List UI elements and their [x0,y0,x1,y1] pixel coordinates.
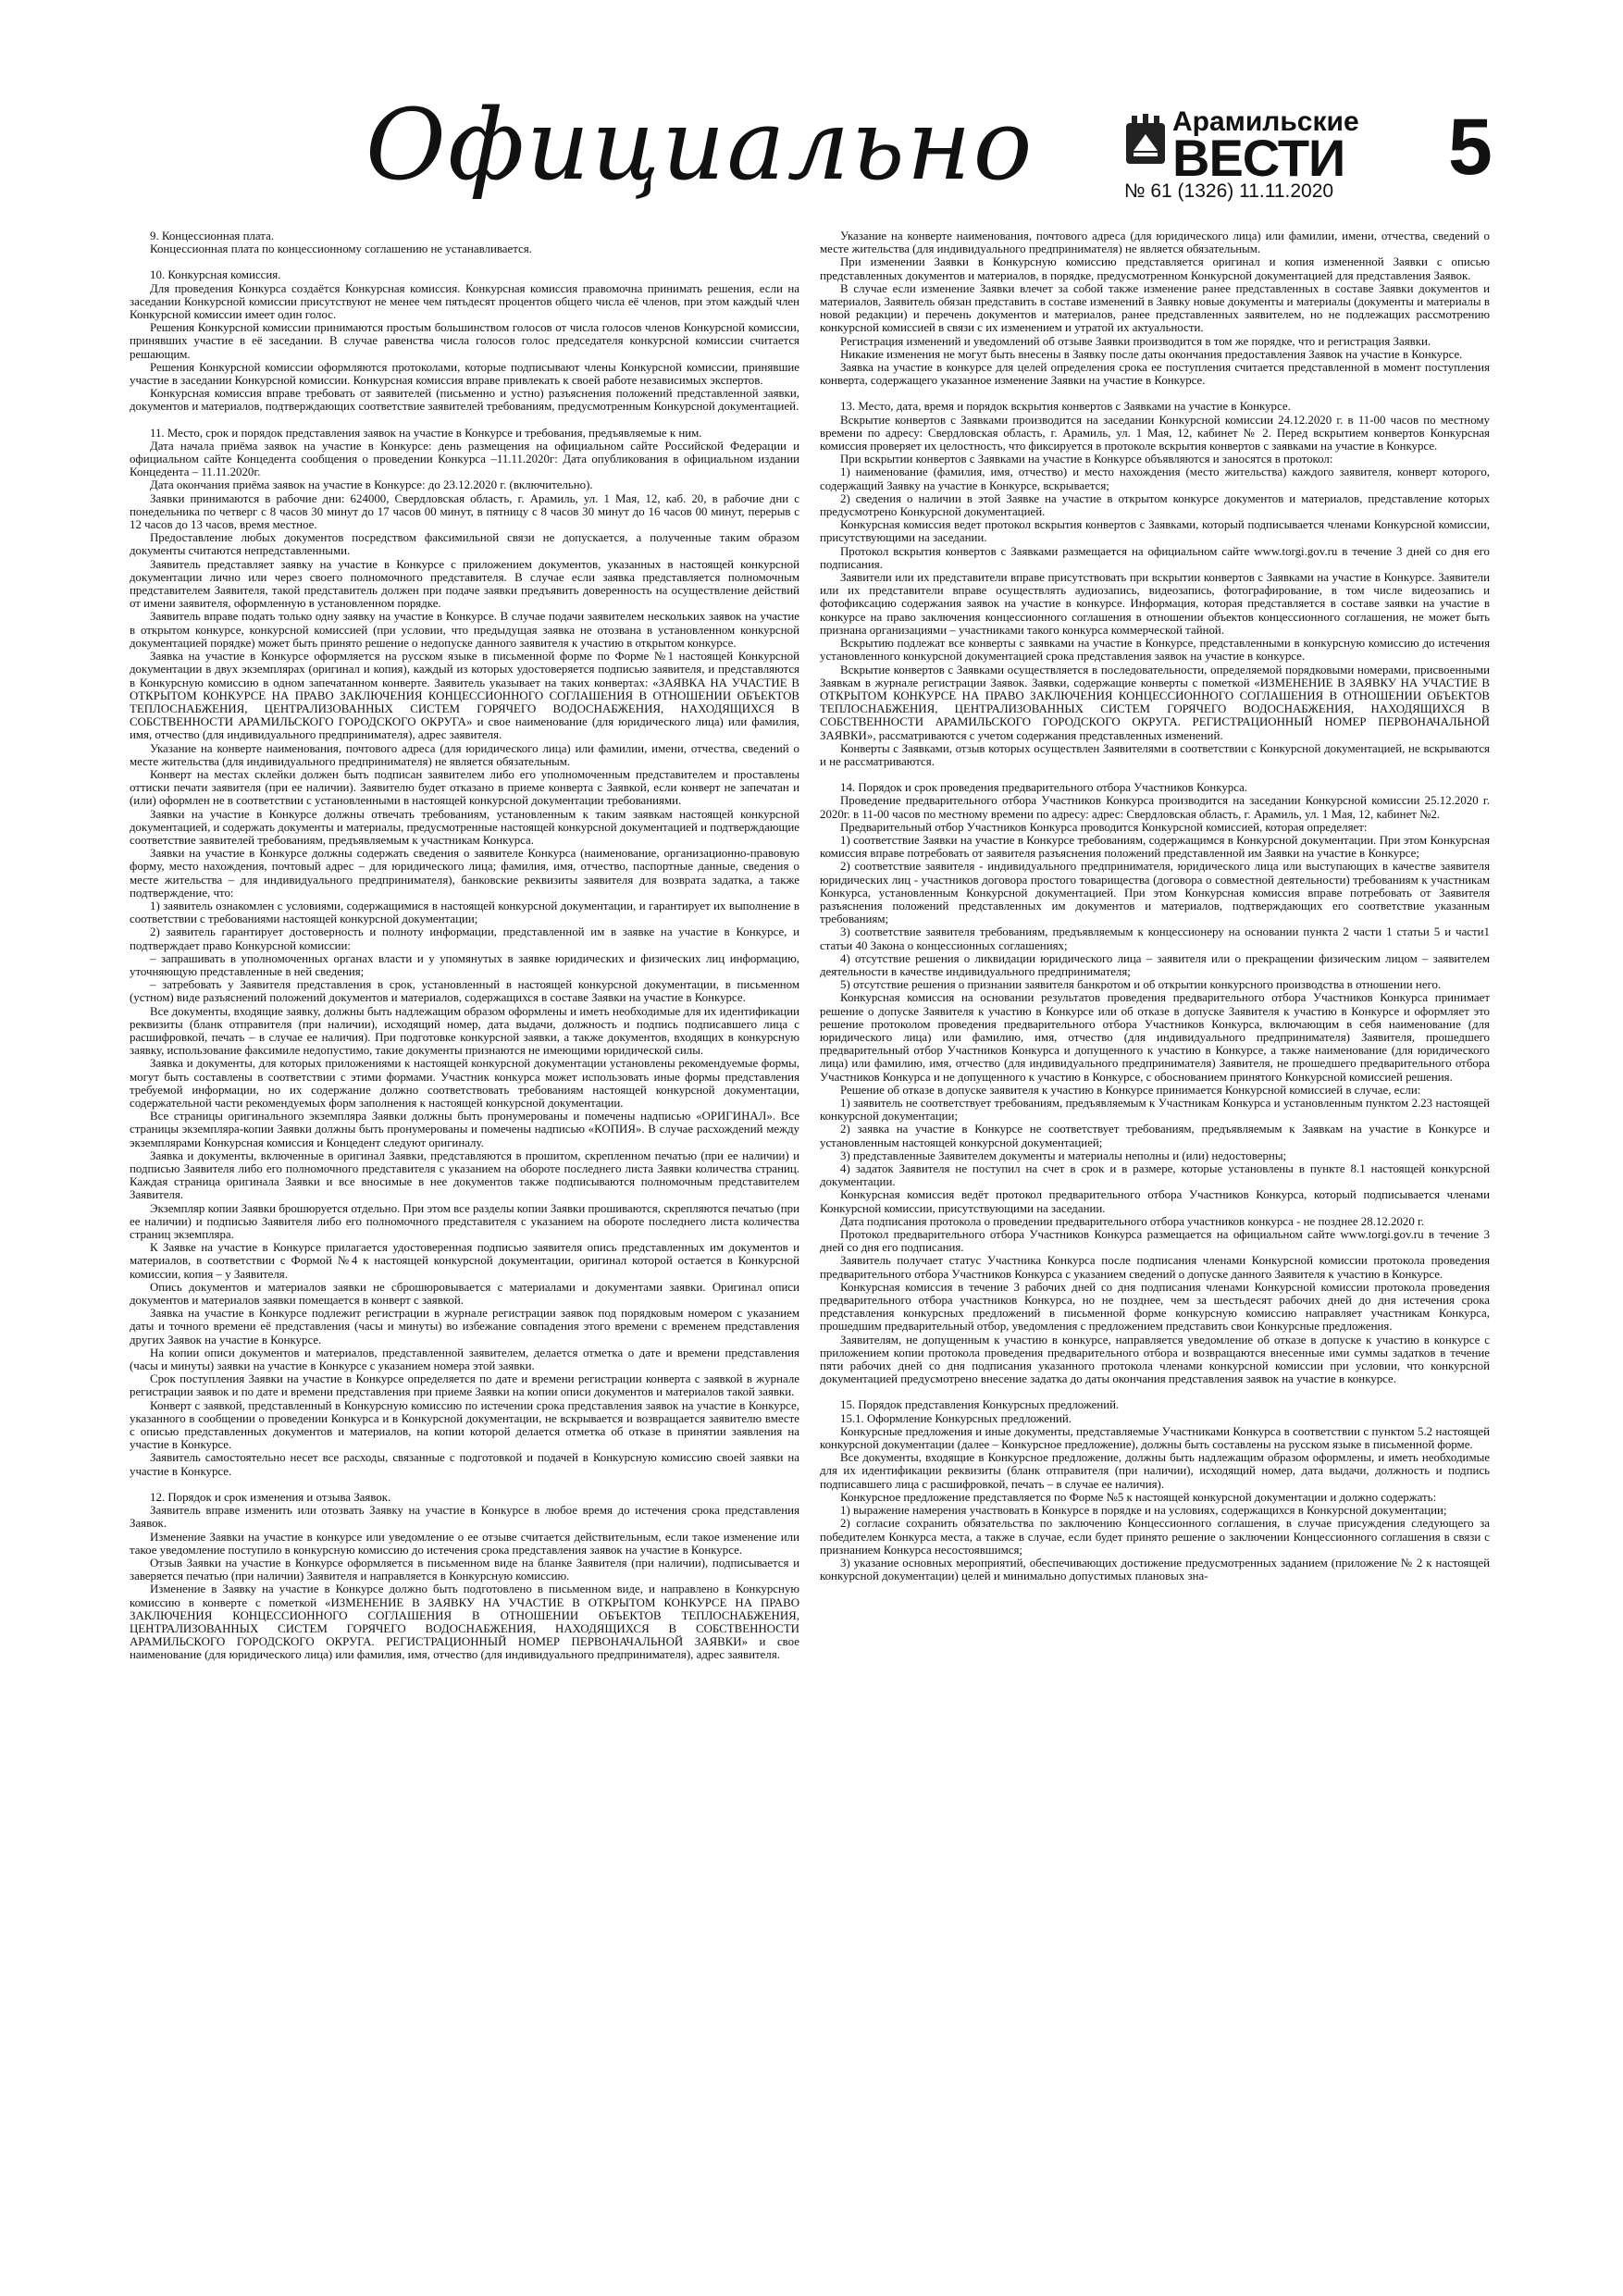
paragraph: В случае если изменение Заявки влечет за собой также изменение ранее представленных в составе Заявки документов и материалов, Заявитель обязан представить в составе изменений в Заявку новые документы и материалы (документы и материалы в новой редакции) и перечень документов и материалов, ранее представленных заявителем, но не подлежащих рассмотрению конкурсной комиссией в связи с их изменением и утратой их актуальности. [820,281,1490,335]
paragraph: 14. Порядок и срок проведения предварительного отбора Участников Конкурса. [840,781,1248,795]
paragraph: 1) заявитель не соответствует требованиям, предъявляемым к Участникам Конкурса и установленным пунктом 2.23 настоящей конкурсной документации; [820,1097,1490,1123]
paragraph: Заявка и документы, для которых приложениями к настоящей конкурсной документации установлены рекомендуемые формы, могут быть составлены в соответствии с этими формами. Участник конкурса может использовать иные формы представления требуемой информации, но их содержание должно соответствовать требованиям настоящей конкурсной документации, содержательной части рекомендуемых форм заполнения к настоящей конкурсной документации. [130,1057,799,1110]
paragraph: Конкурсная комиссия в течение 3 рабочих дней со дня подписания членами Конкурсной комиссии протокола проведения предварительного отбора участников Конкурса, но не позднее, чем за шестьдесят рабочих дней до дня истечения срока представления конкурсных предложений в письменной форме конкурсную комиссию направляет участникам Конкурса, прошедшим предварительный отбор, уведомления с предложением представить свои Конкурсные предложения. [820,1280,1490,1334]
page-header [120,88,1508,217]
paragraph: 1) выражение намерения участвовать в Конкурсе в порядке и на условиях, содержащихся в Конкурсной документации; [840,1504,1447,1518]
paragraph: Решения Конкурсной комиссии принимаются простым большинством голосов от числа голосов членов Конкурсной комиссии, принявших участие в её заседании. В случае равенства числа голосов голос председателя конкурсной комиссии считается решающим. [130,321,799,361]
paragraph: Все документы, входящие заявку, должны быть надлежащим образом оформлены и иметь необходимые для их идентификации реквизиты (бланк отправителя (при наличии), исходящий номер, дата выдачи, должность и подпись подписавшего лица с расшифровкой, печать – в случае ее наличия). При подготовке конкурсной заявки, а также документов, входящих в конкурсную заявку, использование факсимиле недопустимо, такие документы признаются не имеющими юридической силы. [130,1004,799,1058]
paragraph: Отзыв Заявки на участие в Конкурсе оформляется в письменном виде на бланке Заявителя (при наличии), подписывается и заверяется печатью (при наличии) Заявителя и направляется в Конкурсную комиссию. [130,1556,799,1583]
paragraph: 4) задаток Заявителя не поступил на счет в срок и в размере, которые установлены в пункте 8.1 настоящей конкурсной документации. [820,1162,1490,1189]
paragraph: 1) наименование (фамилия, имя, отчество) и место нахождения (место жительства) каждого заявителя, конверт которого, содержащий Заявку на участие в Конкурсе, вскрывается; [820,465,1490,492]
paragraph: Экземпляр копии Заявки брошюруется отдельно. При этом все разделы копии Заявки прошиваются, скрепляются печатью (при ее наличии) и подписью Заявителя либо его полномочного представителя с указанием на обороте последнего листа количества страниц экземпляра. [130,1201,799,1242]
paragraph: Конкурсные предложения и иные документы, представляемые Участниками Конкурса в соответствии с пунктом 5.2 настоящей конкурсной документации (далее – Конкурсное предложение), должны быть составлены на русском языке в письменной форме. [820,1424,1490,1452]
paragraph: 15. Порядок представления Конкурсных предложений. [840,1398,1120,1412]
paragraph: Заявителям, не допущенным к участию в конкурсе, направляется уведомление об отказе в допуске к участию в конкурсе с приложением копии протокола проведения предварительного отбора и возвращаются внесенные ими суммы задатков в течение пяти рабочих дней со дня подписания указанного протокола членами конкурсной комиссии при условии, что конкурсной документацией предусмотрено внесение задатка до даты окончания представления заявок на участие в конкурсе. [820,1333,1490,1386]
paragraph: Конкурсная комиссия вправе требовать от заявителей (письменно и устно) разъяснения положений представленной заявки, документов и материалов, подтверждающих соответствие заявителей требованиям, предусмотренным Конкурсной документацией. [130,387,799,414]
paragraph: Вскрытие конвертов с Заявками производится на заседании Конкурсной комиссии 24.12.2020 г. в 11-00 часов по местному времени по адресу: Свердловская область, г. Арамиль, ул. 1 Мая, 12, кабинет № 2. Перед вскрытием конвертов Конкурсная комиссия проверяет их целостность, что фиксируется в протоколе вскрытия конвертов с заявками на участие в Конкурсе. [820,413,1490,453]
paragraph: Предоставление любых документов посредством факсимильной связи не допускается, а полученные таким образом документы считаются непредставленными. [130,531,799,558]
paragraph: Заявители или их представители вправе присутствовать при вскрытии конвертов с Заявками на участие в Конкурсе. Заявители или их представители вправе осуществлять аудиозапись, видеозапись, фотографирование, в том числе видеозапись и фотофиксацию содержания заявок на участие в конкурсе. Информация, которая представляется в составе заявки на участие в конкурсе на право заключения концессионного соглашения в отношении объектов концессионного соглашения, не может быть признана организациями – участниками такого конкурса коммерческой тайной. [820,571,1490,637]
page-number: 5 [1448,103,1493,192]
paragraph: 2) заявитель гарантирует достоверность и полноту информации, представленной им в заявке на участие в Конкурсе, и подтверждает право Конкурсной комиссии: [130,925,799,952]
paragraph: – затребовать у Заявителя представления в срок, установленный в настоящей конкурсной документации, в письменном (устном) виде разъяснений положений документов и материалов, содержащихся в составе Заявки на участие в Конкурсе. [130,978,799,1005]
paragraph: Дата подписания протокола о проведении предварительного отбора участников конкурса - не позднее 28.12.2020 г. [840,1214,1425,1228]
paragraph: Для проведения Конкурса создаётся Конкурсная комиссия. Конкурсная комиссия правомочна принимать решения, если на заседании Конкурсной комиссии присутствуют не менее чем пятьдесят процентов общего числа её членов, при этом каждый член Конкурсной комиссии имеет один голос. [130,281,799,322]
paragraph: Регистрация изменений и уведомлений об отзыве Заявки производится в том же порядке, что и регистрация Заявки. [840,334,1431,348]
paragraph: Заявитель вправе изменить или отозвать Заявку на участие в Конкурсе в любое время до истечения срока представления Заявок. [130,1504,799,1531]
paragraph: Конкурсная комиссия на основании результатов проведения предварительного отбора Участников Конкурса принимает решение о допуске Заявителя к участию в Конкурсе или об отказе в допуске Заявителя к участию в Конкурсе и оформляет это решение протоколом проведения предварительного отбора Участников Конкурса, включающим в себя наименование (для юридического лица) или фамилию, имя, отчество (для индивидуального предпринимателя) Заявителя, прошедшего предварительный отбор Участников Конкурса и допущенного к участию в Конкурсе, а также наименование (для юридического лица) или фамилию, имя, отчество (для индивидуального предпринимателя) Заявителя, не прошедшего предварительного отбора Участников Конкурса и не допущенного к участию в Конкурсе, с обоснованием принятого Конкурсной комиссией решения. [820,991,1490,1084]
paragraph: 12. Порядок и срок изменения и отзыва Заявок. [150,1490,391,1504]
paragraph: 2) соответствие заявителя - индивидуального предпринимателя, юридического лица или выступающих в качестве заявителя юридических лиц - участников договора простого товарищества (договора о совместной деятельности) требованиям к участникам Конкурса, установленным Конкурсной документацией. При этом Конкурсная комиссия вправе потребовать от Заявителя разъяснения положений представленных им документов и материалов, подтверждающих его соответствие указанным требованиям; [820,860,1490,926]
paragraph: Заявка на участие в Конкурсе оформляется на русском языке в письменной форме по Форме №1 настоящей Конкурсной документации в двух экземплярах (оригинал и копия), каждый из которых удостоверяется подписью заявителя, и представляются в Конкурсную комиссию в одном запечатанном конверте. Заявитель указывает на таких конвертах: «ЗАЯВКА НА УЧАСТИЕ В ОТКРЫТОМ КОНКУРСЕ НА ПРАВО ЗАКЛЮЧЕНИЯ КОНЦЕССИОННОГО СОГЛАШЕНИЯ В ОТНОШЕНИИ ОБЪЕКТОВ ТЕПЛОСНАБЖЕНИЯ, ЦЕНТРАЛИЗОВАННЫХ СИСТЕМ ГОРЯЧЕГО ВОДОСНАБЖЕНИЯ, НАХОДЯЩИХСЯ В СОБСТВЕННОСТИ АРАМИЛЬСКОГО ГОРОДСКОГО ОКРУГА» и свое наименование (для юридического лица) или фамилия, имя, отчество (для индивидуального предпринимателя), адрес заявителя. [130,650,799,742]
paragraph: Конкурсная комиссия ведет протокол вскрытия конвертов с Заявками, который подписывается членами Конкурсной комиссии, присутствующими на заседании. [820,518,1490,545]
paragraph: Заявки на участие в Конкурсе должны содержать сведения о заявителе Конкурса (наименование, организационно-правовую форму, место нахождения, почтовый адрес – для юридического лица; фамилия, имя, отчество, паспортные данные, сведения о месте жительства – для индивидуального предпринимателя), банковские реквизиты заявителя для возврата задатка, а также подтверждение, что: [130,847,799,900]
paragraph: Конкурсная комиссия ведёт протокол предварительного отбора Участников Конкурса, который подписывается членами Конкурсной комиссии, присутствующими на заседании. [820,1188,1490,1215]
paragraph: Проведение предварительного отбора Участников Конкурса производится на заседании Конкурсной комиссии 25.12.2020 г. 2020г. в 11-00 часов по местному времени по адресу: адрес: Свердловская область, г. Арамиль, ул. 1 Мая, 12, кабинет №2. [820,794,1490,821]
paragraph: Вскрытию подлежат все конверты с заявками на участие в Конкурсе, представленными в конкурсную комиссию до истечения установленного конкурсной документацией срока представления заявок на участие в конкурсе. [820,637,1490,664]
paragraph: – запрашивать в уполномоченных органах власти и у упомянутых в заявке юридических и физических лиц информацию, уточняющую представленные в ней сведения; [130,951,799,978]
left-column [130,230,799,1662]
paragraph: Указание на конверте наименования, почтового адреса (для юридического лица) или фамилии, имени, отчества, сведений о месте жительства (для индивидуального предпринимателя) не является обязательным. [130,741,799,768]
paragraph: Никакие изменения не могут быть внесены в Заявку после даты окончания предоставления Заявок на участие в Конкурсе. [840,347,1463,361]
paragraph: Заявка и документы, включенные в оригинал Заявки, представляются в прошитом, скрепленном печатью (при ее наличии) и подписью Заявителя либо его полномочного представителя с указанием на обороте последнего листа Заявки количества страниц. Каждая страница оригинала Заявки и все вносимые в нее документов также подписываются полномочным представителем Заявителя. [130,1148,799,1202]
coat-of-arms-icon [1124,114,1167,166]
paragraph: 3) представленные Заявителем документы и материалы неполны и (или) недостоверны; [840,1148,1287,1162]
paragraph: Конверт с заявкой, представленный в Конкурсную комиссию по истечении срока представления заявок на участие в Конкурсе, указанного в сообщении о проведении Конкурса и в Конкурсной документации, не вскрывается и возвращается заявителю вместе с описью представленных документов и материалов, на копии которой делается отметка об отказе в принятии заявления на участие в Конкурсе. [130,1398,799,1452]
logo-big-text: ВЕСТИ [1172,129,1345,187]
paragraph: Заявка на участие в Конкурсе подлежит регистрации в журнале регистрации заявок под порядковым номером с указанием даты и точного времени её представления (часы и минуты) во избежание совпадения этого времени с временем представления других Заявок на участие в Конкурсе. [130,1307,799,1347]
paragraph: Заявитель вправе подать только одну заявку на участие в Конкурсе. В случае подачи заявителем нескольких заявок на участие в открытом конкурсе, конкурсной комиссией (при условии, что предыдущая заявка не отозвана в установленном конкурсной документацией порядке) может быть принято решение о недопуске данного заявителя к участию в открытом конкурсе. [130,610,799,650]
paragraph: 15.1. Оформление Конкурсных предложений. [840,1411,1072,1425]
paragraph: Предварительный отбор Участников Конкурса проводится Конкурсной комиссией, которая определяет: [840,820,1368,834]
paragraph: 10. Конкурсная комиссия. [150,268,281,282]
paragraph: На копии описи документов и материалов, представленной заявителем, делается отметка о дате и времени представления (часы и минуты) заявки на участие в Конкурсе с указанием номера этой заявки. [130,1346,799,1373]
paragraph: Конверт на местах склейки должен быть подписан заявителем либо его уполномоченным представителем и проставлены оттиски печати заявителя (при ее наличии). Заявителю будет отказано в приеме конверта с Заявкой, если конверт не запечатан и (или) оформлен не в соответствии с установленными в настоящей конкурсной документации требованиями. [130,767,799,808]
paragraph: Заявки на участие в Конкурсе должны отвечать требованиям, установленным к таким заявкам настоящей конкурсной документацией, и содержать документы и материалы, предусмотренные настоящей конкурсной документацией и подтверждающие соответствие заявителей требованиям, предъявляемым к участникам Конкурса. [130,807,799,847]
paragraph: Опись документов и материалов заявки не сброшюровывается с материалами и документами заявки. Оригинал описи документов и материалов заявки помещается в конверт с заявкой. [130,1280,799,1308]
logo-small-text: Арамильские [1172,106,1359,137]
paragraph: 4) отсутствие решения о ликвидации юридического лица – заявителя или о прекращении физическим лицом – заявителем деятельности в качестве индивидуального предпринимателя; [820,951,1490,978]
paragraph: Конкурсное предложение представляется по Форме №5 к настоящей конкурсной документации и должно содержать: [840,1490,1437,1504]
paragraph: Все документы, входящие в Конкурсное предложение, должны быть надлежащим образом оформлены, и иметь необходимые для их идентификации реквизиты (бланк отправителя (при наличии), исходящий номер, дата выдачи, должность и подпись подписавшего лица с расшифровкой, печать – в случае ее наличия). [820,1451,1490,1491]
paragraph: 13. Место, дата, время и порядок вскрытия конвертов с Заявками на участие в Конкурсе. [840,400,1291,414]
paragraph: Изменение Заявки на участие в конкурсе или уведомление о ее отзыве считается действительным, если такое изменение или такое уведомление поступило в конкурсную комиссию до истечения срока представления заявок на участие в Конкурсе. [130,1530,799,1557]
paragraph: Указание на конверте наименования, почтового адреса (для юридического лица) или фамилии, имени, отчества, сведений о месте жительства (для индивидуального предпринимателя) не является обязательным. [820,230,1490,256]
paragraph: Заявитель самостоятельно несет все расходы, связанные с подготовкой и подачей в Конкурсную комиссию своей заявки на участие в Конкурсе. [130,1451,799,1478]
paragraph: Вскрытие конвертов с Заявками осуществляется в последовательности, определяемой порядковыми номерами, присвоенными Заявкам в журнале регистрации Заявок. Заявки, содержащие конверты с пометкой «ИЗМЕНЕНИЕ В ЗАЯВКУ НА УЧАСТИЕ В ОТКРЫТОМ КОНКУРСЕ НА ПРАВО ЗАКЛЮЧЕНИЯ КОНЦЕССИОННОГО СОГЛАШЕНИЯ В ОТНОШЕНИИ ОБЪЕКТОВ ТЕПЛОСНАБЖЕНИЯ, ЦЕНТРАЛИЗОВАННЫХ СИСТЕМ ГОРЯЧЕГО ВОДОСНАБЖЕНИЯ, НАХОДЯЩИХСЯ В СОБСТВЕННОСТИ АРАМИЛЬСКОГО ГОРОДСКОГО ОКРУГА. РЕГИСТРАЦИОННЫЙ НОМЕР ПЕРВОНАЧАЛЬНОЙ ЗАЯВКИ», рассматриваются с учетом содержания представленных изменений. [820,663,1490,742]
paragraph: 11. Место, срок и порядок представления заявок на участие в Конкурсе и требования, предъявляемые к ним. [150,426,702,440]
paragraph: Решение об отказе в допуске заявителя к участию в Конкурсе принимается Конкурсной комиссией в случае, если: [840,1083,1421,1097]
paragraph: 3) соответствие заявителя требованиям, предъявляемым к концессионеру на основании пункта 2 части 1 статьи 5 и части1 статьи 40 Закона о концессионных соглашениях; [820,925,1490,952]
paragraph: 9. Концессионная плата. [150,230,275,242]
right-column [820,230,1490,1582]
paragraph: 2) заявка на участие в Конкурсе не соответствует требованиям, предъявляемым к Заявкам на участие в Конкурсе и установленным настоящей конкурсной документацией; [820,1123,1490,1149]
section-title: Официально [365,88,1035,202]
paragraph: 1) соответствие Заявки на участие в Конкурсе требованиям, содержащимся в Конкурсной документации. При этом Конкурсная комиссия вправе потребовать от заявителя разъяснения положений представленной им Заявки на участие в Конкурсе; [820,833,1490,861]
paragraph: 2) сведения о наличии в этой Заявке на участие в открытом конкурсе документов и материалов, представление которых предусмотрено Конкурсной документацией. [820,491,1490,519]
paragraph: Заявитель представляет заявку на участие в Конкурсе с приложением документов, указанных в настоящей конкурсной документации лично или через своего полномочного представителя. В случае если заявка представляется полномочным представителем Заявителя, такой представитель должен при подаче заявки предъявить доверенность на осуществление действий от имени заявителя, оформленную в установленном порядке. [130,557,799,611]
paragraph: Заявка на участие в конкурсе для целей определения срока ее поступления считается представленной в момент поступления конверта, содержащего указанное изменение Заявки на участие в Конкурсе. [820,361,1490,388]
paragraph: Все страницы оригинального экземпляра Заявки должны быть пронумерованы и помечены надписью «ОРИГИНАЛ». Все страницы экземпляра-копии Заявки должны быть пронумерованы и помечены надписью «КОПИЯ». В случае расхождений между экземплярами Конкурсная комиссия и Концедент следуют оригиналу. [130,1110,799,1149]
paragraph: При изменении Заявки в Конкурсную комиссию представляется оригинал и копия измененной Заявки с описью представленных документов и материалов, в порядке, предусмотренном Конкурсной документацией для представления Заявок. [820,255,1490,282]
paragraph: К Заявке на участие в Конкурсе прилагается удостоверенная подписью заявителя опись представленных им документов и материалов, в соответствии с Формой №4 к настоящей конкурсной документации, оригинал которой остается в Конкурсной комиссии, копия – у Заявителя. [130,1241,799,1281]
paragraph: Концессионная плата по концессионному соглашению не устанавливается. [150,242,532,256]
paragraph: Протокол вскрытия конвертов с Заявками размещается на официальном сайте www.torgi.gov.ru в течение 3 дней со дня его подписания. [820,544,1490,571]
paragraph: Срок поступления Заявки на участие в Конкурсе определяется по дате и времени регистрации конверта с заявкой в журнале регистрации заявок и по дате и времени представления при приеме Заявки на копии описи документов и материалов такой заявки. [130,1372,799,1399]
paragraph: Конверты с Заявками, отзыв которых осуществлен Заявителями в соответствии с Конкурсной документацией, не вскрываются и не рассматриваются. [820,741,1490,768]
paragraph: Дата начала приёма заявок на участие в Конкурсе: день размещения на официальном сайте Российской Федерации и официальном сайте Концедента сообщения о проведении Конкурса –11.11.2020г: Дата опубликования в официальном издании Концедента – 11.11.2020г. [130,439,799,479]
paragraph: 2) согласие сохранить обязательства по заключению Концессионного соглашения, в случае присуждения следующего за победителем Конкурса места, а также в случае, если будет принято решение о заключении Концессионного соглашения в связи с признанием Конкурса несостоявшимся; [820,1517,1490,1557]
paragraph: Изменение в Заявку на участие в Конкурсе должно быть подготовлено в письменном виде, и направлено в Конкурсную комиссию в конверте с пометкой «ИЗМЕНЕНИЕ В ЗАЯВКУ НА УЧАСТИЕ В ОТКРЫТОМ КОНКУРСЕ НА ПРАВО ЗАКЛЮЧЕНИЯ КОНЦЕССИОННОГО СОГЛАШЕНИЯ В ОТНОШЕНИИ ОБЪЕКТОВ ТЕПЛОСНАБЖЕНИЯ, ЦЕНТРАЛИЗОВАННЫХ СИСТЕМ ГОРЯЧЕГО ВОДОСНАБЖЕНИЯ, НАХОДЯЩИХСЯ В СОБСТВЕННОСТИ АРАМИЛЬСКОГО ГОРОДСКОГО ОКРУГА. РЕГИСТРАЦИОННЫЙ НОМЕР ПЕРВОНАЧАЛЬНОЙ ЗАЯВКИ» и свое наименование (для юридического лица) или фамилия, имя, отчество (для индивидуального предпринимателя), адрес заявителя. [130,1582,799,1662]
paragraph: Дата окончания приёма заявок на участие в Конкурсе: до 23.12.2020 г. (включительно). [150,478,593,492]
paragraph: При вскрытии конвертов с Заявками на участие в Конкурсе объявляются и заносятся в протокол: [840,453,1333,466]
paragraph: 5) отсутствие решения о признании заявителя банкротом и об открытии конкурсного производства в отношении него. [840,978,1442,992]
paragraph: Заявитель получает статус Участника Конкурса после подписания членами Конкурсной комиссии протокола проведения предварительного отбора Участников Конкурса с указанием сведений о допуске данного Заявителя к участию в Конкурсе. [820,1254,1490,1281]
issue-number: № 61 (1326) 11.11.2020 [1124,180,1334,202]
paragraph: Решения Конкурсной комиссии оформляются протоколами, которые подписывают члены Конкурсной комиссии, принявшие участие в заседании Конкурсной комиссии. Конкурсная комиссия вправе привлекать к своей работе независимых экспертов. [130,360,799,388]
paragraph: 3) указание основных мероприятий, обеспечивающих достижение предусмотренных заданием (приложение № 2 к настоящей конкурсной документации) целей и минимально допустимых плановых зна- [820,1556,1490,1583]
paragraph: 1) заявитель ознакомлен с условиями, содержащимися в настоящей конкурсной документации, и гарантирует их выполнение в соответствии с требованиями настоящей конкурсной документации; [130,899,799,926]
paragraph: Протокол предварительного отбора Участников Конкурса размещается на официальном сайте www.torgi.gov.ru в течение 3 дней со дня его подписания. [820,1228,1490,1255]
paragraph: Заявки принимаются в рабочие дни: 624000, Свердловская область, г. Арамиль, ул. 1 Мая, 12, каб. 20, в рабочие дни с понедельника по четверг с 8 часов 30 минут до 17 часов 00 минут, в пятницу с 8 часов 30 минут до 16 часов 00 минут, перерыв с 12 часов до 13 часов, время местное. [130,491,799,532]
